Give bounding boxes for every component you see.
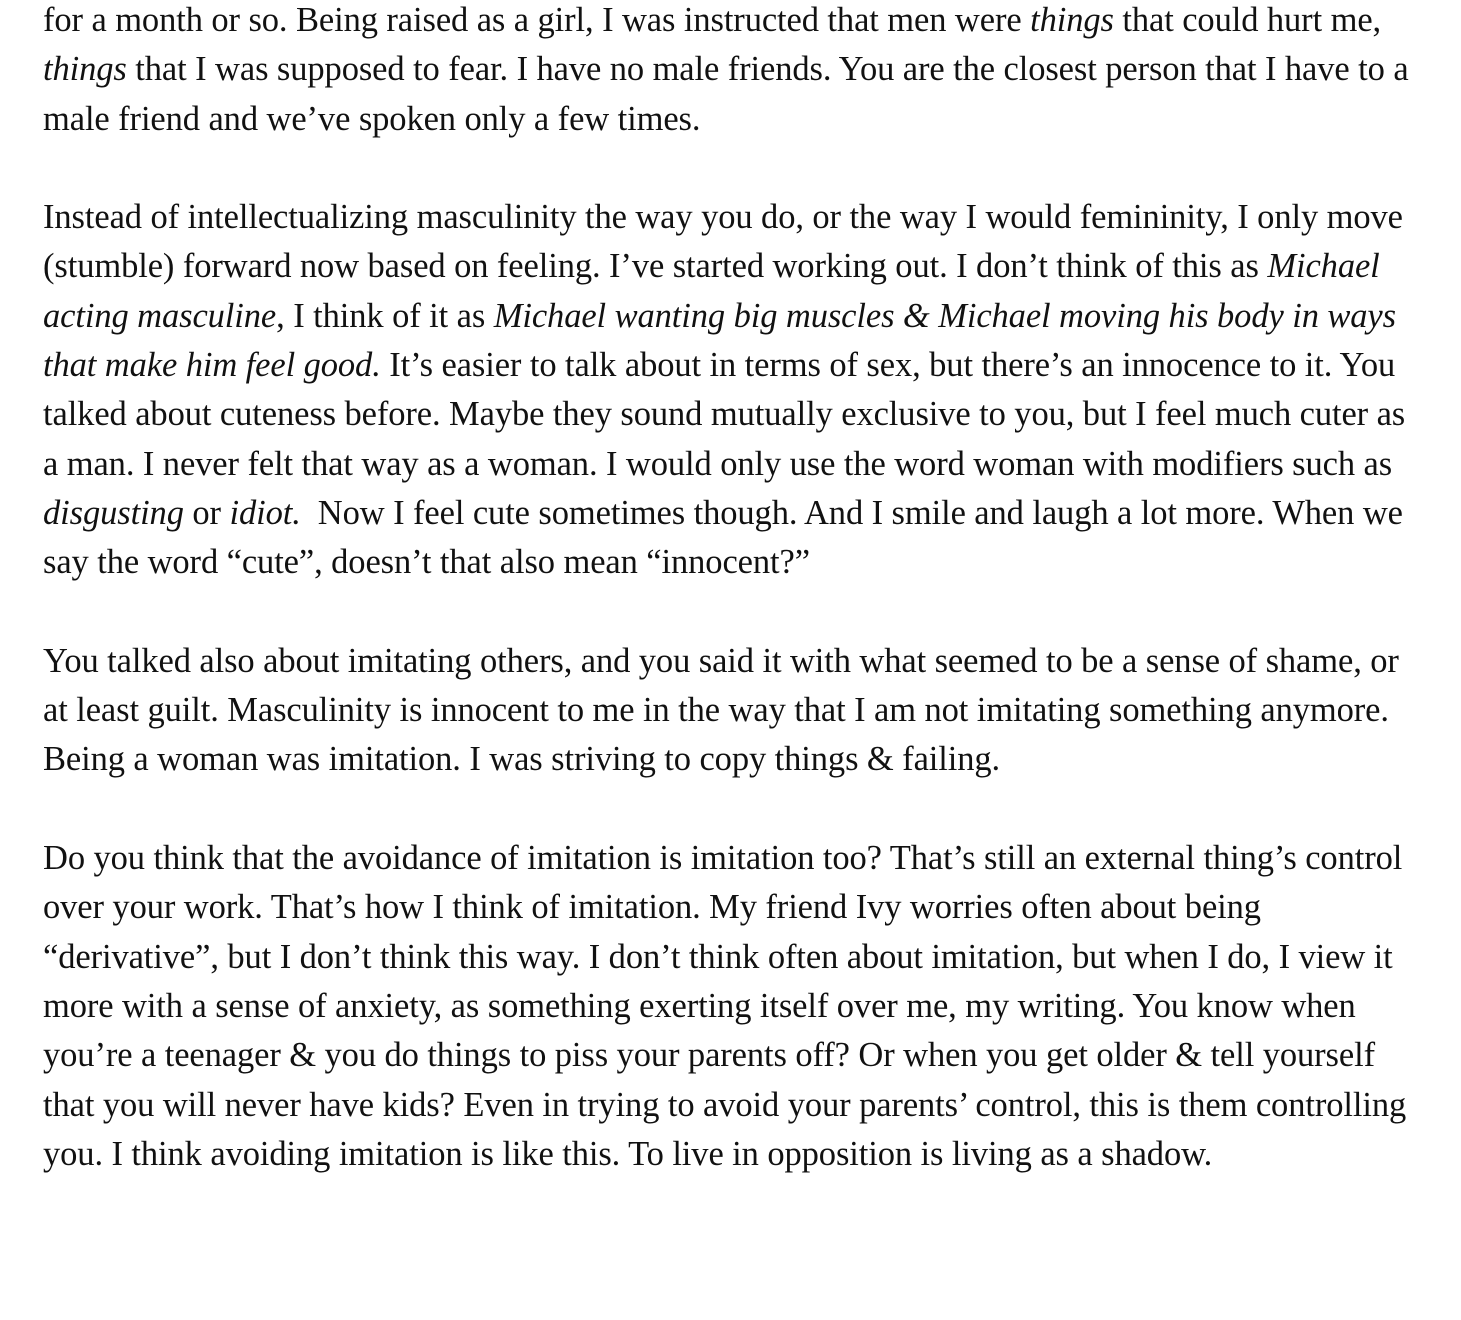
text-segment: Instead of intellectualizing masculinity the way you do, or the way I would femininity, I only move (stumble) forward now based on feeling. I’ve started working out. I don’t think of this as — [43, 198, 1403, 286]
text-segment: Do you think that the avoidance of imitation is imitation too? That’s still an external thing’s control over your work. That’s how I think of imitation. My friend Ivy worries often about being “derivative”, but I don’t think this way. I don’t think often about imitation, but when I do, I view it more with a sense of anxiety, as something exerting itself over me, my writing. You know when you’re a teenager & you do things to piss your parents off? Or when you get older & tell yourself that you will never have kids? Even in trying to avoid your parents’ control, this is them controlling you. I think avoiding imitation is like this. To live in opposition is living as a shadow. — [43, 839, 1407, 1173]
document-body — [43, 0, 1428, 1179]
text-segment: or — [183, 493, 230, 532]
italic-segment: Michael acting masculine — [43, 247, 1380, 335]
italic-segment: things — [43, 50, 127, 89]
italic-segment: Michael wanting big muscles & Michael moving his body in ways that make him feel good. — [43, 296, 1396, 385]
text-segment: , I think of it as — [276, 296, 494, 335]
text-segment: that I was supposed to fear. I have no male friends. You are the closest person that I have to a male friend and we’ve spoken only a few times. — [43, 50, 1409, 138]
paragraph — [43, 0, 1428, 144]
paragraph — [43, 834, 1428, 1179]
paragraph — [43, 193, 1428, 587]
italic-segment: things — [1030, 1, 1114, 39]
text-segment: It’s easier to talk about in terms of sex, but there’s an innocence to it. You talked about cuteness before. Maybe they sound mutually exclusive to you, but I feel much cuter as a man. I never felt that way as a woman. I would only use the word woman with modifiers such as — [43, 346, 1406, 483]
italic-segment: idiot. — [229, 493, 301, 532]
paragraph — [43, 637, 1428, 785]
text-segment: that could hurt me, — [1113, 1, 1382, 39]
italic-segment: disgusting — [43, 493, 184, 532]
text-segment: You talked also about imitating others, and you said it with what seemed to be a sense of shame, or at least guilt. Masculinity is innocent to me in the way that I am not imitating something anymore. Being a woman was imitation. I was striving to copy things & failing. — [43, 641, 1399, 779]
text-segment: Now I feel cute sometimes though. And I smile and laugh a lot more. When we say the word “cute”, doesn’t that also mean “innocent?” — [43, 493, 1412, 582]
text-segment: for a month or so. Being raised as a girl, I was instructed that men were — [43, 1, 1031, 39]
